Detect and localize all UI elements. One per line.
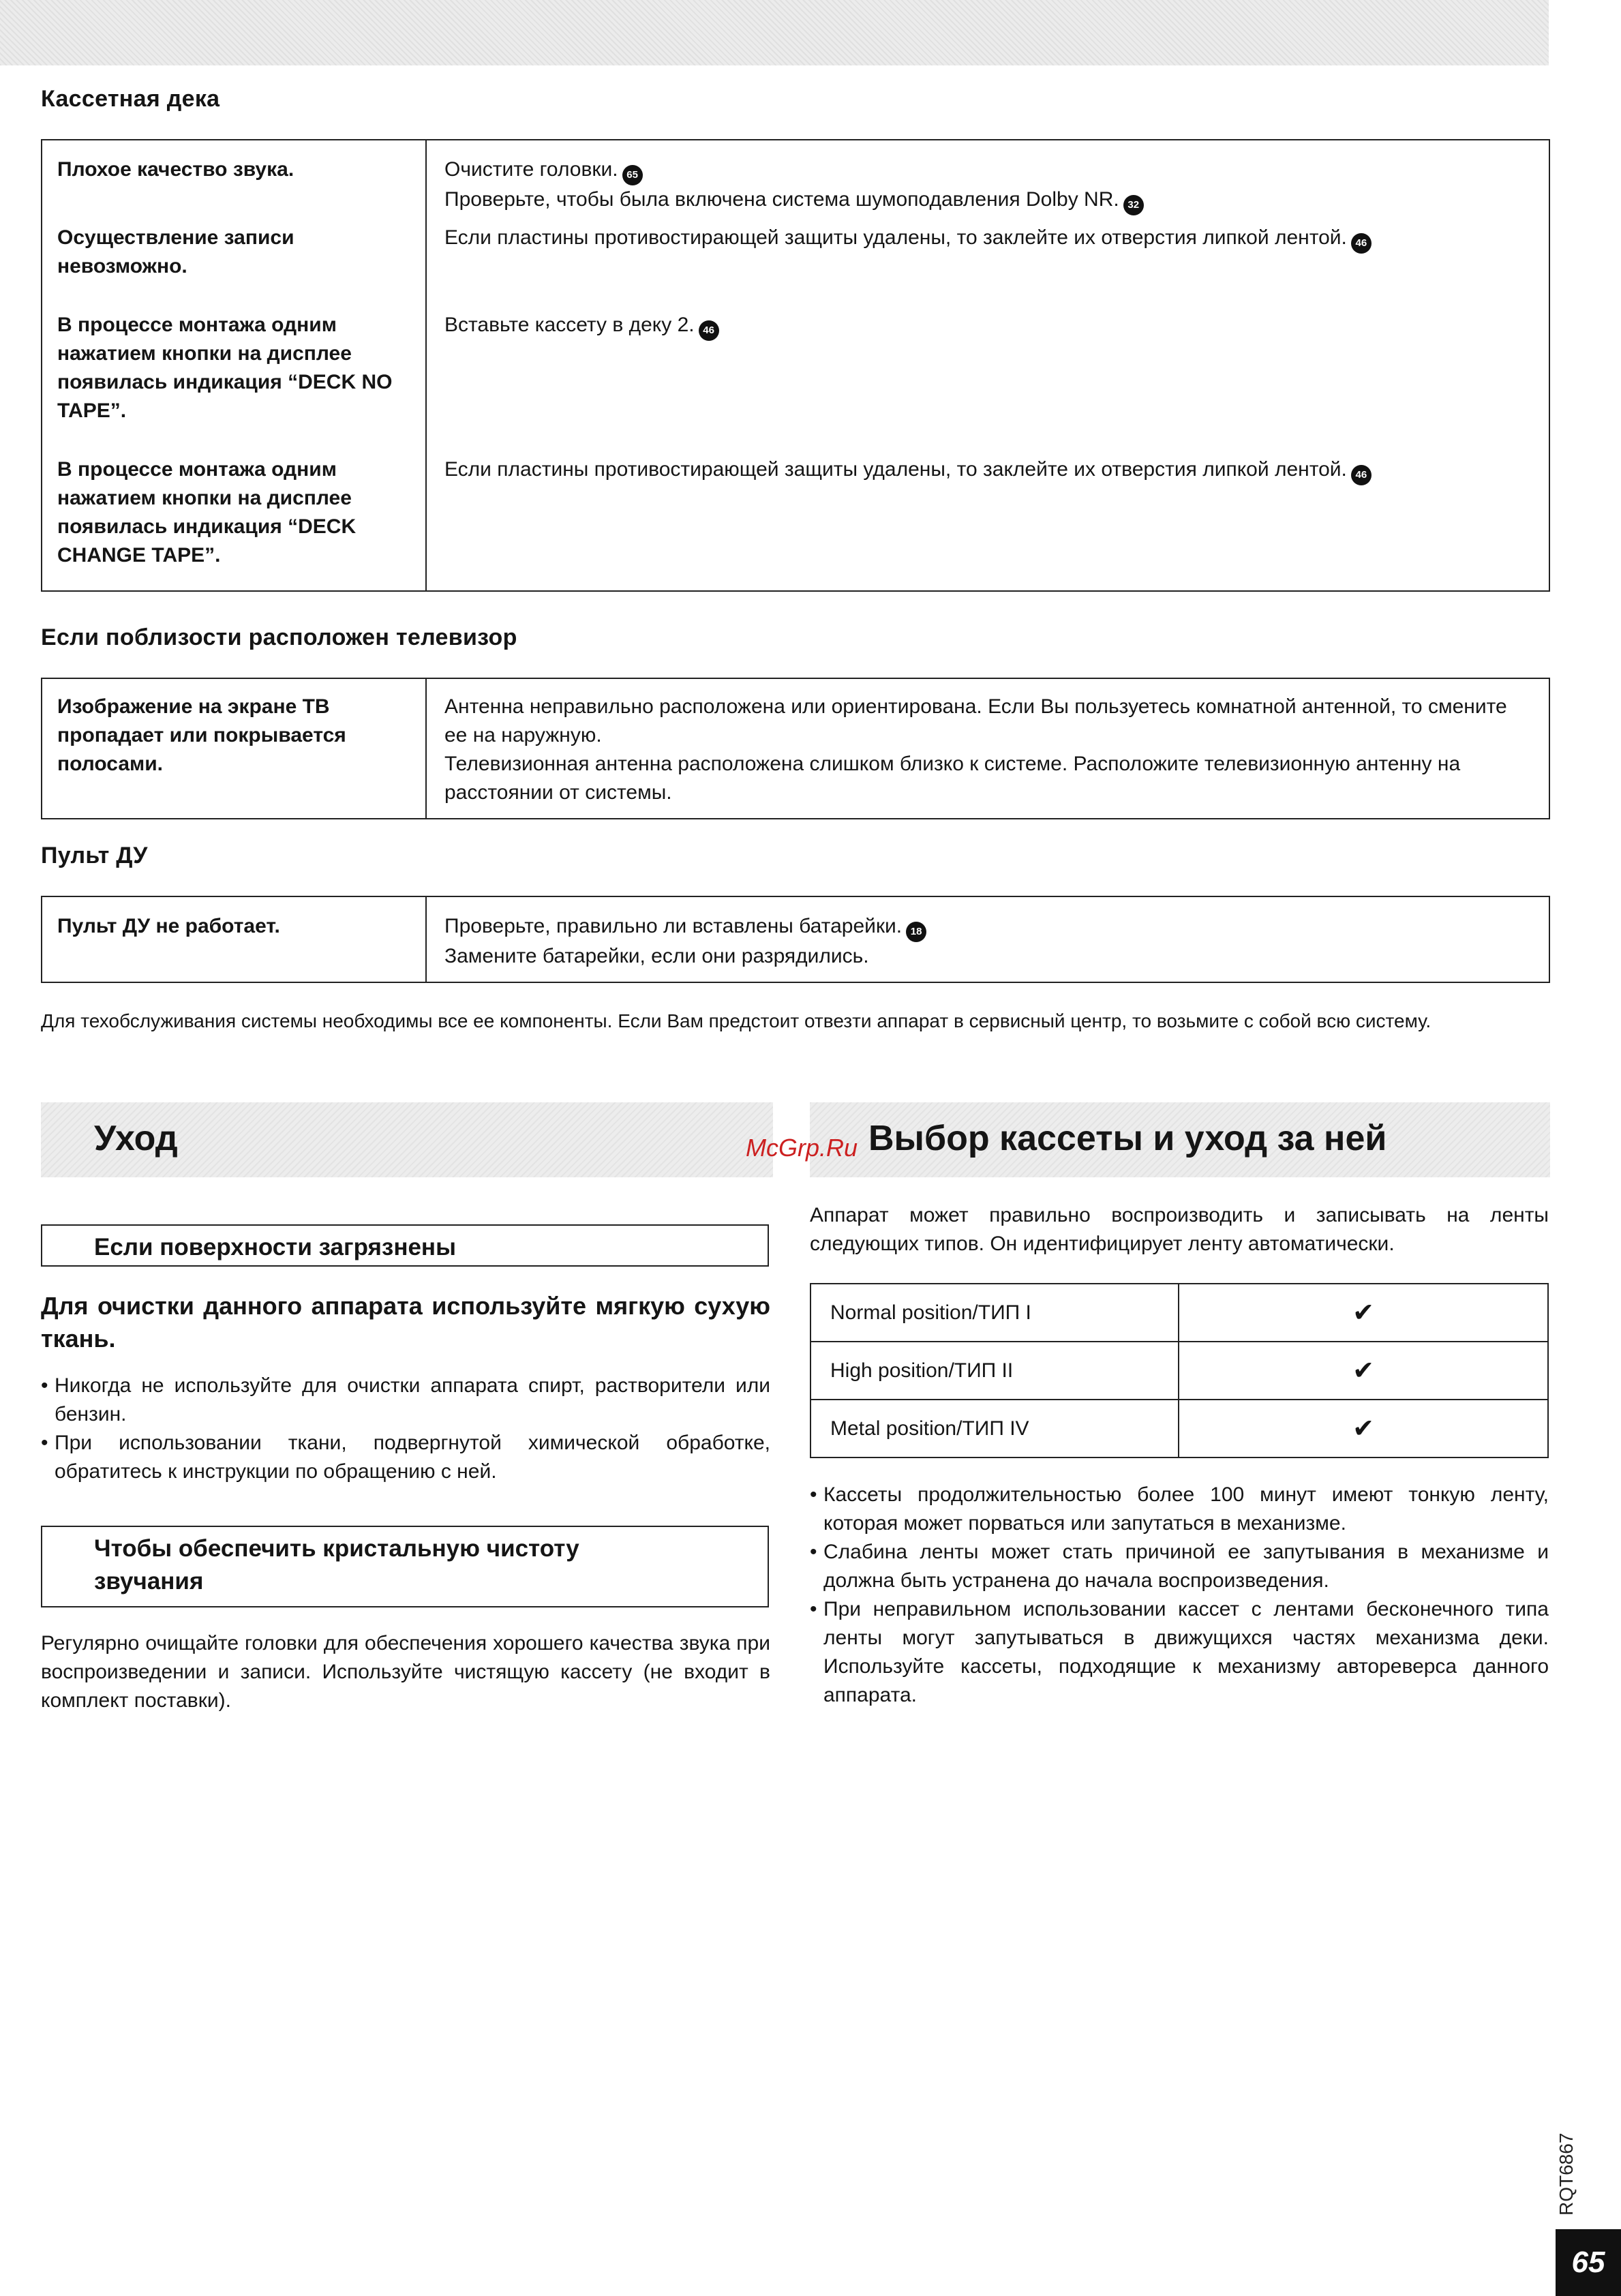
solution-text: Если пластины противостирающей защиты удалены, то заклейте их отверстия липкой лентой.: [444, 458, 1347, 481]
table-row: [42, 896, 1549, 982]
cassette-deck-table: [41, 139, 1550, 592]
care-subheading: Для очистки данного аппарата используйте мягкую сухую ткань.: [41, 1292, 770, 1353]
solution-text: Антенна неправильно расположена или ориентирована. Если Вы пользуетесь комнатной антенной, то смените ее на наружную.: [444, 695, 1507, 746]
solution-cell: [426, 224, 1549, 311]
solution-text: Замените батарейки, если они разрядились.: [444, 945, 869, 967]
page-ref-icon: 18: [906, 922, 926, 942]
solution-text: Телевизионная антенна расположена слишком близко к системе. Расположите телевизионную антенну на расстоянии от системы.: [444, 753, 1461, 804]
watermark: McGrp.Ru: [746, 1134, 858, 1162]
care-box-heading-sound: Чтобы обеспечить кристальную чистоту звучания: [41, 1526, 769, 1607]
problem-cell: Осуществление записи невозможно.: [42, 224, 426, 311]
table-row: [42, 140, 1549, 224]
top-decorative-band: [0, 0, 1549, 65]
tape-types-table: [810, 1283, 1549, 1458]
tape-type-cell: High position/ТИП II: [810, 1342, 1179, 1400]
check-icon: ✔: [1179, 1284, 1548, 1342]
care-title: Уход: [94, 1119, 178, 1158]
list-item: • При использовании ткани, подвергнутой химической обработке, обратитесь к инструкции по обращению с ней.: [41, 1429, 770, 1486]
problem-cell: Пульт ДУ не работает.: [42, 896, 426, 982]
page-number: 65: [1556, 2229, 1621, 2296]
cassette-intro: Аппарат может правильно воспроизводить и записывать на ленты следующих типов. Он идентифицирует ленту автоматически.: [810, 1204, 1549, 1255]
list-item: • Слабина ленты может стать причиной ее запутывания в механизме и должна быть устранена до начала воспроизведения.: [810, 1538, 1549, 1595]
solution-text: Проверьте, правильно ли вставлены батарейки.: [444, 915, 903, 937]
table-row: [42, 311, 1549, 455]
solution-cell: [426, 311, 1549, 455]
solution-cell: [426, 678, 1549, 819]
table-row: [810, 1400, 1548, 1457]
care-bullet-list: [41, 1372, 770, 1486]
check-icon: ✔: [1179, 1342, 1548, 1400]
document-code: RQT6867: [1556, 2132, 1577, 2216]
tv-table: [41, 678, 1550, 819]
table-row: [42, 224, 1549, 311]
list-item: • При неправильном использовании кассет с лентами бесконечного типа ленты могут запутываться в движущихся частях механизма деки. Используйте кассеты, подходящие к механизму автореверса данного аппарата.: [810, 1595, 1549, 1710]
problem-cell: Плохое качество звука.: [42, 140, 426, 224]
service-note: Для техобслуживания системы необходимы все ее компоненты. Если Вам предстоит отвезти аппарат в сервисный центр, то возьмите с собой всю систему.: [41, 1010, 1431, 1031]
table-row: [42, 678, 1549, 819]
remote-table: [41, 896, 1550, 983]
table-row: [42, 455, 1549, 591]
care-box-heading-surfaces: Если поверхности загрязнены: [41, 1224, 769, 1267]
solution-text: Проверьте, чтобы была включена система шумоподавления Dolby NR.: [444, 188, 1119, 211]
section-title-cassette-deck: Кассетная дека: [41, 86, 220, 112]
cassette-choice-title: Выбор кассеты и уход за ней: [868, 1119, 1387, 1158]
section-title-tv: Если поблизости расположен телевизор: [41, 624, 517, 650]
solution-text: Вставьте кассету в деку 2.: [444, 314, 695, 336]
page-ref-icon: 32: [1123, 195, 1144, 215]
page-ref-icon: 65: [622, 165, 643, 185]
check-icon: ✔: [1179, 1400, 1548, 1457]
care-paragraph: Регулярно очищайте головки для обеспечения хорошего качества звука при воспроизведении и записи. Используйте чистящую кассету (не входит в комплект поставки).: [41, 1632, 770, 1712]
list-item: • Кассеты продолжительностью более 100 минут имеют тонкую ленту, которая может порваться или запутаться в механизме.: [810, 1481, 1549, 1538]
table-row: [810, 1342, 1548, 1400]
list-item: • Никогда не используйте для очистки аппарата спирт, растворители или бензин.: [41, 1372, 770, 1429]
solution-cell: [426, 896, 1549, 982]
solution-text: Очистите головки.: [444, 158, 618, 181]
problem-cell: Изображение на экране ТВ пропадает или покрывается полосами.: [42, 678, 426, 819]
page-ref-icon: 46: [1351, 465, 1372, 485]
problem-cell: В процессе монтажа одним нажатием кнопки на дисплее появилась индикация “DECK CHANGE TAPE”.: [42, 455, 426, 591]
page-ref-icon: 46: [699, 320, 719, 341]
solution-cell: [426, 140, 1549, 224]
section-title-remote: Пульт ДУ: [41, 843, 148, 868]
tape-type-cell: Normal position/ТИП I: [810, 1284, 1179, 1342]
tape-type-cell: Metal position/ТИП IV: [810, 1400, 1179, 1457]
solution-cell: [426, 455, 1549, 591]
table-row: [810, 1284, 1548, 1342]
cassette-bullet-list: [810, 1481, 1549, 1710]
page-ref-icon: 46: [1351, 233, 1372, 254]
solution-text: Если пластины противостирающей защиты удалены, то заклейте их отверстия липкой лентой.: [444, 226, 1347, 249]
problem-cell: В процессе монтажа одним нажатием кнопки на дисплее появилась индикация “DECK NO TAPE”.: [42, 311, 426, 455]
